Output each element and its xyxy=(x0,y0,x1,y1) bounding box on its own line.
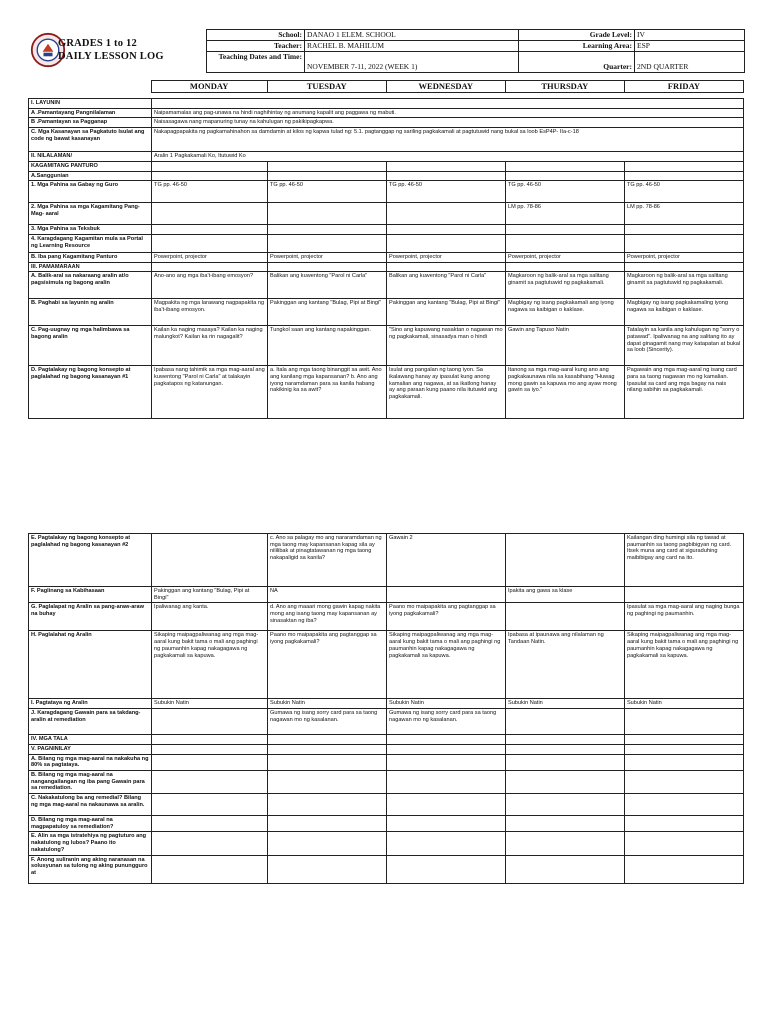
day-thursday: THURSDAY xyxy=(505,81,624,93)
row-label: G. Paglalapat ng Aralin sa pang-araw-araw na buhay xyxy=(29,603,152,631)
day-cell xyxy=(505,161,624,171)
day-cell: Magkaroon ng balik-aral sa mga salitang ginamit sa pagtutuwid ng pagkakamali. xyxy=(505,272,624,299)
day-cell xyxy=(505,225,624,235)
day-cell: TG pp. 46-50 xyxy=(152,181,268,203)
day-cell xyxy=(505,234,624,252)
day-cell: Magpakita ng mga larawang nagpapakita ng iba't-ibang emosyon. xyxy=(152,299,268,326)
day-cell xyxy=(624,161,743,171)
row-empty-cell xyxy=(152,99,744,109)
day-cell xyxy=(386,262,505,272)
day-cell xyxy=(624,794,743,816)
row-label: II. NILALAMAN/ xyxy=(29,152,152,162)
lesson-table-top xyxy=(28,98,744,419)
table-row xyxy=(29,252,744,262)
day-cell xyxy=(624,234,743,252)
row-label: IV. MGA TALA xyxy=(29,735,152,745)
table-row xyxy=(29,366,744,419)
day-cell: Ipabasa at ipaunawa ang nilalaman ng Tandaan Natin. xyxy=(505,631,624,699)
day-monday: MONDAY xyxy=(151,81,267,93)
day-cell xyxy=(505,832,624,855)
day-cell xyxy=(268,855,387,883)
day-cell: Balikan ang kuwentong "Parol ni Carla" xyxy=(386,272,505,299)
area-value: ESP xyxy=(635,41,745,52)
day-cell xyxy=(624,587,743,603)
day-cell: LM pp. 78-86 xyxy=(505,203,624,225)
table-row xyxy=(29,128,744,152)
day-cell: Powerpoint, projector xyxy=(505,252,624,262)
school-value: DANAO 1 ELEM. SCHOOL xyxy=(305,30,519,41)
day-cell: Ipasulat sa mga mag-aaral ang naging bunga ng paghingi ng paumanhin. xyxy=(624,603,743,631)
day-cell: Isulat ang pangalan ng taong iyon. Sa ikalawang hanay ay ipasulat kung anong kamalian ang nagawa, at sa ikatlong hanay ay ang paraan kung paano nila itutuwid ang pagkakamali. xyxy=(386,366,505,419)
table-row xyxy=(29,534,744,587)
quarter-label: Quarter: xyxy=(519,52,635,73)
day-cell: Ipabasa nang tahimik sa mga mag-aaral ang kuwentong "Parol ni Carla" at talakayin pagkatapos ng katanungan. xyxy=(152,366,268,419)
day-cell: Gawain 2 xyxy=(386,534,505,587)
row-label: J. Karagdagang Gawain para sa takdang- aralin at remediation xyxy=(29,709,152,735)
day-cell xyxy=(268,794,387,816)
day-cell xyxy=(152,744,268,754)
row-label: III. PAMAMARAAN xyxy=(29,262,152,272)
row-span-cell: Naisasagawa nang mapanuring tunay na kahulugan ng pakikipagkapwa. xyxy=(152,118,744,128)
row-label: B .Pamantayan sa Pagganap xyxy=(29,118,152,128)
day-cell xyxy=(152,832,268,855)
row-label: 4. Karagdagang Kagamitan mula sa Portal ng Learning Resource xyxy=(29,234,152,252)
day-cell: Subukin Natin xyxy=(386,699,505,709)
title-line-1: GRADES 1 to 12 xyxy=(58,38,137,49)
dates-label: Teaching Dates and Time: xyxy=(207,52,305,73)
row-label: D. Pagtalakay ng bagong konsepto at paglalahad ng bagong kasanayan #1 xyxy=(29,366,152,419)
day-cell xyxy=(505,744,624,754)
row-label: A .Pamantayang Pangnilalaman xyxy=(29,108,152,118)
row-span-cell: Nakapagpapakita ng pagkamahinahon sa damdamin at kilos ng kapwa tulad ng: 5.1. pagtanggap ng sariling pagkakamali at pagtutuwid nang bukal sa loob EsP4P- IIa-c-18 xyxy=(152,128,744,152)
row-label: F. Paglinang sa Kabihasaan xyxy=(29,587,152,603)
row-label: E. Alin sa mga istratehiya ng pagtuturo ang nakatulong ng lubos? Paano ito nakatulong? xyxy=(29,832,152,855)
table-row xyxy=(29,587,744,603)
day-cell: Pagawain ang mga mag-aaral ng isang card para sa taong nagawan mo ng kamalian. Ipasulat sa card ang mga bagay na nais nilang sabihin sa pagkakamali. xyxy=(624,366,743,419)
row-label: KAGAMITANG PANTURO xyxy=(29,161,152,171)
days-blank xyxy=(28,81,151,93)
row-label: 2. Mga Pahina sa mga Kagamitang Pang- Mag- aaral xyxy=(29,203,152,225)
day-cell xyxy=(386,832,505,855)
table-row xyxy=(29,754,744,770)
day-cell xyxy=(152,709,268,735)
day-cell: d. Ano ang maaari mong gawin kapag nakita mong ang isang taong may kapansanan ay sinasaktan ng iba? xyxy=(268,603,387,631)
table-row xyxy=(29,203,744,225)
day-cell xyxy=(268,234,387,252)
day-cell: Subukin Natin xyxy=(505,699,624,709)
day-cell xyxy=(152,161,268,171)
day-cell: Powerpoint, projector xyxy=(624,252,743,262)
row-label: B. Paghabi sa layunin ng aralin xyxy=(29,299,152,326)
day-cell xyxy=(505,603,624,631)
day-cell: Tatalayin sa kanila ang kahulugan ng "sorry o patawad". Ipaliwanag na ang salitang ito ay dapat ginagamit nang may katapatan at bukal sa loob (Sincerity). xyxy=(624,326,743,366)
day-cell xyxy=(624,754,743,770)
day-cell xyxy=(624,832,743,855)
table-row xyxy=(29,770,744,793)
table-row xyxy=(29,152,744,162)
day-cell: TG pp. 46-50 xyxy=(624,181,743,203)
day-cell: Subukin Natin xyxy=(152,699,268,709)
day-cell xyxy=(152,754,268,770)
day-cell xyxy=(386,794,505,816)
day-cell: Magbigay ng isang pagkakamaling iyong nagawa sa kaibigan o kaklase. xyxy=(624,299,743,326)
row-label: 3. Mga Pahina sa Teksbuk xyxy=(29,225,152,235)
day-cell: "Sino ang kapuwang nasaktan o nagawan mo ng pagkakamali, sinasadya man o hindi xyxy=(386,326,505,366)
row-label: C. Mga Kasanayan sa Pagkatuto Isulat ang code ng bawat kasanayan xyxy=(29,128,152,152)
day-cell: LM pp. 78-86 xyxy=(624,203,743,225)
day-cell: Subukin Natin xyxy=(624,699,743,709)
table-row xyxy=(29,794,744,816)
table-row xyxy=(29,272,744,299)
dates-value: NOVEMBER 7-11, 2022 (WEEK 1) xyxy=(305,52,519,73)
teacher-value: RACHEL B. MAHILUM xyxy=(305,41,519,52)
day-friday: FRIDAY xyxy=(624,81,743,93)
teacher-label: Teacher: xyxy=(207,41,305,52)
table-row xyxy=(29,744,744,754)
day-cell: Pakinggan ang kantang "Bulag, Pipi at Bingi" xyxy=(386,299,505,326)
day-cell xyxy=(386,161,505,171)
row-label: E. Pagtalakay ng bagong konsepto at paglalahad ng bagong kasanayan #2 xyxy=(29,534,152,587)
row-label: A.Sanggunian xyxy=(29,171,152,181)
table-row xyxy=(29,181,744,203)
table-row xyxy=(29,299,744,326)
day-cell xyxy=(624,770,743,793)
day-cell: Itanong sa mga mag-aaral kung ano ang pagkakaunawa nila sa kasabihang "Huwag mong gawin sa kapuwa mo ang ayaw mong gawin sa iyo." xyxy=(505,366,624,419)
day-cell: Gumawa ng isang sorry card para sa taong nagawan mo ng kasalanan. xyxy=(268,709,387,735)
day-cell xyxy=(624,262,743,272)
day-cell: Pakinggan ang kantang "Bulag, Pipi at Bingi" xyxy=(152,587,268,603)
day-cell xyxy=(624,171,743,181)
row-label: I. LAYUNIN xyxy=(29,99,152,109)
day-cell xyxy=(268,770,387,793)
day-cell xyxy=(268,735,387,745)
day-cell xyxy=(386,234,505,252)
day-cell: Subukin Natin xyxy=(268,699,387,709)
day-cell xyxy=(386,171,505,181)
day-cell: TG pp. 46-50 xyxy=(268,181,387,203)
day-cell xyxy=(505,534,624,587)
day-cell: Tungkol saan ang kantang napakinggan. xyxy=(268,326,387,366)
day-cell: TG pp. 46-50 xyxy=(505,181,624,203)
lesson-table-bottom xyxy=(28,533,744,884)
day-cell: Ano-ano ang mga iba't-ibang emosyon? xyxy=(152,272,268,299)
day-cell xyxy=(152,171,268,181)
day-cell: Gawin ang Tapuso Natin xyxy=(505,326,624,366)
table-row xyxy=(29,816,744,832)
log-title xyxy=(58,37,164,63)
day-cell xyxy=(386,754,505,770)
day-cell: Pakinggan ang kantang "Bulag, Pipi at Bingi" xyxy=(268,299,387,326)
day-cell xyxy=(152,203,268,225)
day-cell xyxy=(268,262,387,272)
row-label: A. Balik-aral sa nakaraang aralin at/o pagsisimula ng bagong aralin xyxy=(29,272,152,299)
table-row xyxy=(29,735,744,745)
header xyxy=(28,29,744,73)
day-cell: Kailangan ding humingi sila ng tawad at paumanhin sa taong pagbibigyan ng card. Itsek muna ang card at siguraduhing maibibigay ang card na ito. xyxy=(624,534,743,587)
day-cell: Paano mo maipapakita ang pagtanggap sa iyong pagkakamali? xyxy=(386,603,505,631)
day-cell: Magkaroon ng balik-aral sa mga salitang ginamit sa pagtutuwid ng pagkakamali. xyxy=(624,272,743,299)
day-cell xyxy=(152,534,268,587)
quarter-value: 2ND QUARTER xyxy=(635,52,745,73)
day-wednesday: WEDNESDAY xyxy=(386,81,505,93)
row-span-cell: Naipamamalas ang pag-unawa na hindi naghihintay ng anumang kapalit ang paggawa ng mabuti. xyxy=(152,108,744,118)
row-label: F. Anong suliranin ang aking naranasan na solusyunan sa tulong ng aking punungguro at xyxy=(29,855,152,883)
day-cell xyxy=(505,816,624,832)
day-cell xyxy=(268,203,387,225)
day-cell xyxy=(152,262,268,272)
table-row xyxy=(29,326,744,366)
day-cell xyxy=(505,770,624,793)
day-cell xyxy=(268,171,387,181)
day-cell: Paano mo maipapakita ang pagtanggap sa iyong pagkakamali? xyxy=(268,631,387,699)
school-label: School: xyxy=(207,30,305,41)
day-cell xyxy=(386,816,505,832)
day-cell xyxy=(268,754,387,770)
day-cell: Powerpoint, projector xyxy=(152,252,268,262)
row-label: I. Pagtataya ng Aralin xyxy=(29,699,152,709)
row-label: C. Nakakatulong ba ang remedial? Bilang ng mga mag-aaral na nakaunawa sa aralin. xyxy=(29,794,152,816)
day-cell xyxy=(505,794,624,816)
day-cell: Powerpoint, projector xyxy=(268,252,387,262)
table-row xyxy=(29,161,744,171)
row-label: B. Bilang ng mga mag-aaral na nangangailangan ng iba pang Gawain para sa remediation. xyxy=(29,770,152,793)
day-cell xyxy=(152,735,268,745)
row-label: D. Bilang ng mga mag-aaral na magpapatuloy sa remediation? xyxy=(29,816,152,832)
day-cell: Gumawa ng isang sorry card para sa taong nagawan mo ng kasalanan. xyxy=(386,709,505,735)
table-row xyxy=(29,234,744,252)
day-cell xyxy=(268,744,387,754)
table-row xyxy=(29,603,744,631)
table-row xyxy=(29,225,744,235)
day-cell xyxy=(386,735,505,745)
table-row xyxy=(29,108,744,118)
day-cell: c. Ano sa palagay mo ang nararamdaman ng mga taong may kapansanan kapag sila ay nililibak at pinagtatawanan ng mga taong nakapaligid sa kanila? xyxy=(268,534,387,587)
info-table xyxy=(206,29,745,73)
row-span-cell: Aralin 1 Pagkakamali Ko, Itutuwid Ko xyxy=(152,152,744,162)
day-cell xyxy=(152,225,268,235)
table-row xyxy=(29,118,744,128)
grade-value: IV xyxy=(635,30,745,41)
table-row xyxy=(29,171,744,181)
day-cell xyxy=(505,754,624,770)
row-label: V. PAGNINILAY xyxy=(29,744,152,754)
day-cell xyxy=(624,855,743,883)
day-cell xyxy=(268,832,387,855)
day-tuesday: TUESDAY xyxy=(267,81,386,93)
table-row xyxy=(29,709,744,735)
table-row xyxy=(29,631,744,699)
day-cell: Powerpoint, projector xyxy=(386,252,505,262)
day-cell: Sikaping maipagpaliwanag ang mga mag-aaral kung bakit tama o mali ang paghingi ng paumanhin kapag nakagagawa ng pagkakamali sa kapuwa. xyxy=(386,631,505,699)
day-cell xyxy=(386,744,505,754)
table-row xyxy=(29,832,744,855)
row-label: 1. Mga Pahina sa Gabay ng Guro xyxy=(29,181,152,203)
days-header xyxy=(28,80,744,93)
row-label: H. Paglalahat ng Aralin xyxy=(29,631,152,699)
day-cell: TG pp. 46-50 xyxy=(386,181,505,203)
row-label: A. Bilang ng mga mag-aaral na nakakuha ng 80% sa pagtataya. xyxy=(29,754,152,770)
day-cell: Sikaping maipagpaliwanag ang mga mag-aaral kung bakit tama o mali ang paghingi ng paumanhin kapag nakagagawa ng pagkakamali sa kapuwa. xyxy=(152,631,268,699)
day-cell xyxy=(624,709,743,735)
day-cell: Ipakita ang gawa sa klase xyxy=(505,587,624,603)
day-cell xyxy=(386,203,505,225)
day-cell xyxy=(152,816,268,832)
day-cell xyxy=(624,735,743,745)
day-cell xyxy=(152,770,268,793)
day-cell xyxy=(505,262,624,272)
table-row xyxy=(29,262,744,272)
day-cell xyxy=(152,234,268,252)
day-cell: Balikan ang kuwentong "Parol ni Carla" xyxy=(268,272,387,299)
day-cell: NA xyxy=(268,587,387,603)
day-cell xyxy=(268,225,387,235)
table-row xyxy=(29,99,744,109)
day-cell: a. Itala ang mga taong binanggit sa awit. Ano ang kanilang mga kapansanan? b. Ano ang iyong naramdaman para sa kanila habang nakikinig ka sa awit? xyxy=(268,366,387,419)
day-cell xyxy=(386,770,505,793)
day-cell: Sikaping maipagpaliwanag ang mga mag-aaral kung bakit tama o mali ang paghingi ng paumanhin kapag nakagagawa ng pagkakamali sa kapuwa. xyxy=(624,631,743,699)
day-cell xyxy=(268,161,387,171)
day-cell: Ipaliwanag ang kanta. xyxy=(152,603,268,631)
day-cell xyxy=(505,709,624,735)
day-cell xyxy=(152,855,268,883)
day-cell xyxy=(505,735,624,745)
title-line-2: DAILY LESSON LOG xyxy=(58,51,164,62)
day-cell xyxy=(624,816,743,832)
day-cell xyxy=(624,744,743,754)
day-cell xyxy=(624,225,743,235)
day-cell xyxy=(386,587,505,603)
day-cell: Kailan ka naging masaya? Kailan ka naging malungkot? Kailan ka rin nagagalit? xyxy=(152,326,268,366)
day-cell xyxy=(152,794,268,816)
table-row xyxy=(29,855,744,883)
day-cell xyxy=(386,225,505,235)
day-cell xyxy=(505,171,624,181)
row-label: C. Pag-uugnay ng mga halimbawa sa bagong aralin xyxy=(29,326,152,366)
area-label: Learning Area: xyxy=(519,41,635,52)
table-row xyxy=(29,699,744,709)
day-cell xyxy=(268,816,387,832)
day-cell xyxy=(386,855,505,883)
day-cell xyxy=(505,855,624,883)
grade-label: Grade Level: xyxy=(519,30,635,41)
row-label: B. Iba pang Kagamitang Panturo xyxy=(29,252,152,262)
day-cell: Magbigay ng isang pagkakamali ang iyong nagawa sa kaibigan o kaklase. xyxy=(505,299,624,326)
